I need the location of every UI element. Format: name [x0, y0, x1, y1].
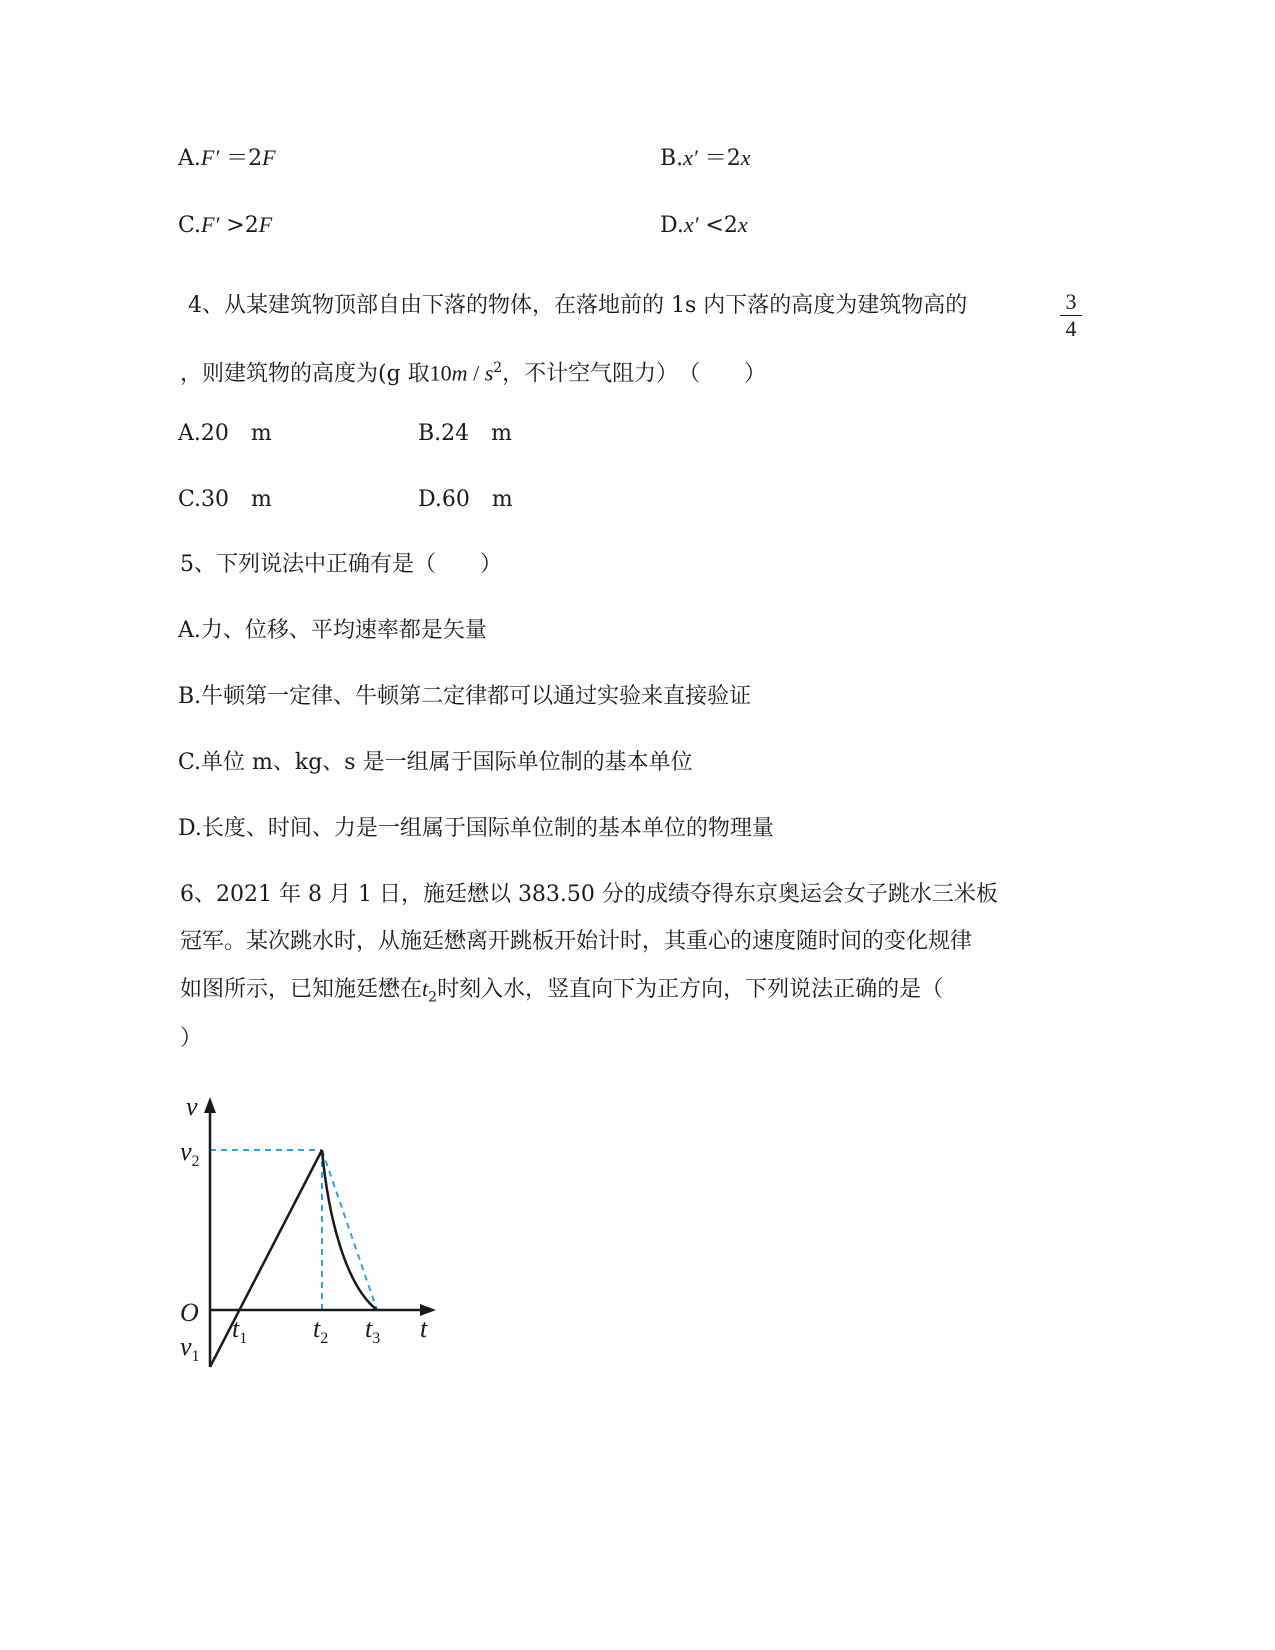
- v2-label: [180, 1137, 200, 1170]
- q5-option-c: C.单位 m、kg、s 是一组属于国际单位制的基本单位: [178, 750, 693, 775]
- v2-main: v: [180, 1137, 192, 1166]
- option-c: [178, 209, 272, 242]
- linear-decel-dashed: [322, 1150, 377, 1310]
- q6-stem-line-2: 冠军。某次跳水时，从施廷懋离开跳板开始计时，其重心的速度随时间的变化规律: [180, 929, 973, 954]
- q5-option-d: D.长度、时间、力是一组属于国际单位制的基本单位的物理量: [178, 816, 774, 841]
- option-a-symbol: F′: [200, 145, 220, 170]
- option-a-relation: ＝2: [219, 146, 263, 171]
- option-a-prefix: A.: [178, 146, 201, 171]
- q6-line3-sub: 2: [428, 989, 438, 1006]
- q6-stem-line-1: 6、2021 年 8 月 1 日，施廷懋以 383.50 分的成绩夺得东京奥运会女子跳水三米板: [180, 882, 998, 907]
- option-d-relation: <2: [698, 213, 738, 238]
- q4-option-c: C.30 m: [178, 487, 272, 512]
- option-b: [660, 142, 751, 175]
- option-d-symbol-2: x: [737, 212, 748, 237]
- fraction-denominator: 4: [1065, 316, 1077, 341]
- t1-sub: 1: [239, 1330, 248, 1347]
- q4-stem-line-2: [180, 352, 766, 390]
- option-b-symbol-2: x: [740, 145, 751, 170]
- g-unit-s: s: [484, 360, 494, 386]
- v1-label: [180, 1332, 200, 1365]
- option-c-symbol: F′: [201, 212, 220, 237]
- q5-option-a: A.力、位移、平均速率都是矢量: [178, 618, 487, 643]
- v-axis-label: v: [186, 1092, 198, 1121]
- option-b-relation: ＝2: [697, 146, 741, 171]
- t2-label: [313, 1314, 328, 1347]
- v2-sub: 2: [191, 1153, 200, 1170]
- option-c-symbol-2: F: [258, 212, 273, 237]
- g-unit-m: m: [451, 360, 468, 386]
- q4-option-b: B.24 m: [418, 421, 513, 446]
- option-b-symbol: x′: [683, 145, 698, 170]
- option-a-symbol-2: F: [262, 145, 276, 170]
- option-c-relation: >2: [219, 213, 259, 238]
- fraction-three-quarters: [1060, 290, 1082, 341]
- q6-line3-suffix: 时刻入水，竖直向下为正方向，下列说法正确的是（: [437, 977, 944, 1002]
- q4-stem-line-1: 4、从某建筑物顶部自由下落的物体，在落地前的 1s 内下落的高度为建筑物高的: [188, 293, 968, 318]
- v1-main: v: [180, 1332, 192, 1361]
- q4-line2-prefix: ，则建筑物的高度为(g 取: [180, 361, 430, 387]
- t2-sub: 2: [320, 1330, 329, 1347]
- t2-main: t: [313, 1314, 321, 1343]
- option-d: [660, 209, 748, 242]
- g-exponent: 2: [493, 360, 503, 376]
- fraction-numerator: 3: [1065, 289, 1077, 314]
- q5-stem: 5、下列说法中正确有是（ ）: [180, 552, 502, 577]
- q6-line3-var: t: [422, 976, 429, 1001]
- q4-option-d: D.60 m: [418, 487, 513, 512]
- q5-option-b: B.牛顿第一定律、牛顿第二定律都可以通过实验来直接验证: [178, 684, 752, 709]
- t-axis-label: t: [420, 1314, 428, 1343]
- q6-line3-prefix: 如图所示，已知施廷懋在: [180, 977, 423, 1002]
- t1-label: [232, 1314, 247, 1347]
- q4-option-a: A.20 m: [178, 421, 272, 446]
- v-axis-arrow: [204, 1097, 216, 1113]
- option-c-prefix: C.: [178, 213, 202, 238]
- velocity-time-graph: [180, 1085, 480, 1375]
- q6-stem-line-4: ）: [180, 1026, 203, 1051]
- t3-main: t: [365, 1314, 373, 1343]
- t3-sub: 3: [372, 1330, 381, 1347]
- option-d-symbol: x′: [683, 212, 699, 237]
- option-a: [178, 142, 276, 175]
- q4-line2-suffix: ，不计空气阻力） （ ）: [502, 361, 767, 387]
- option-d-prefix: D.: [660, 213, 684, 238]
- g-value: 10: [429, 360, 452, 386]
- t1-main: t: [232, 1314, 240, 1343]
- t3-label: [365, 1314, 380, 1347]
- option-b-prefix: B.: [660, 146, 684, 171]
- g-unit-separator: /: [467, 360, 485, 386]
- origin-label: O: [180, 1298, 199, 1327]
- ascent-line: [210, 1150, 322, 1367]
- v1-sub: 1: [191, 1348, 200, 1365]
- q6-stem-line-3: [180, 973, 943, 1013]
